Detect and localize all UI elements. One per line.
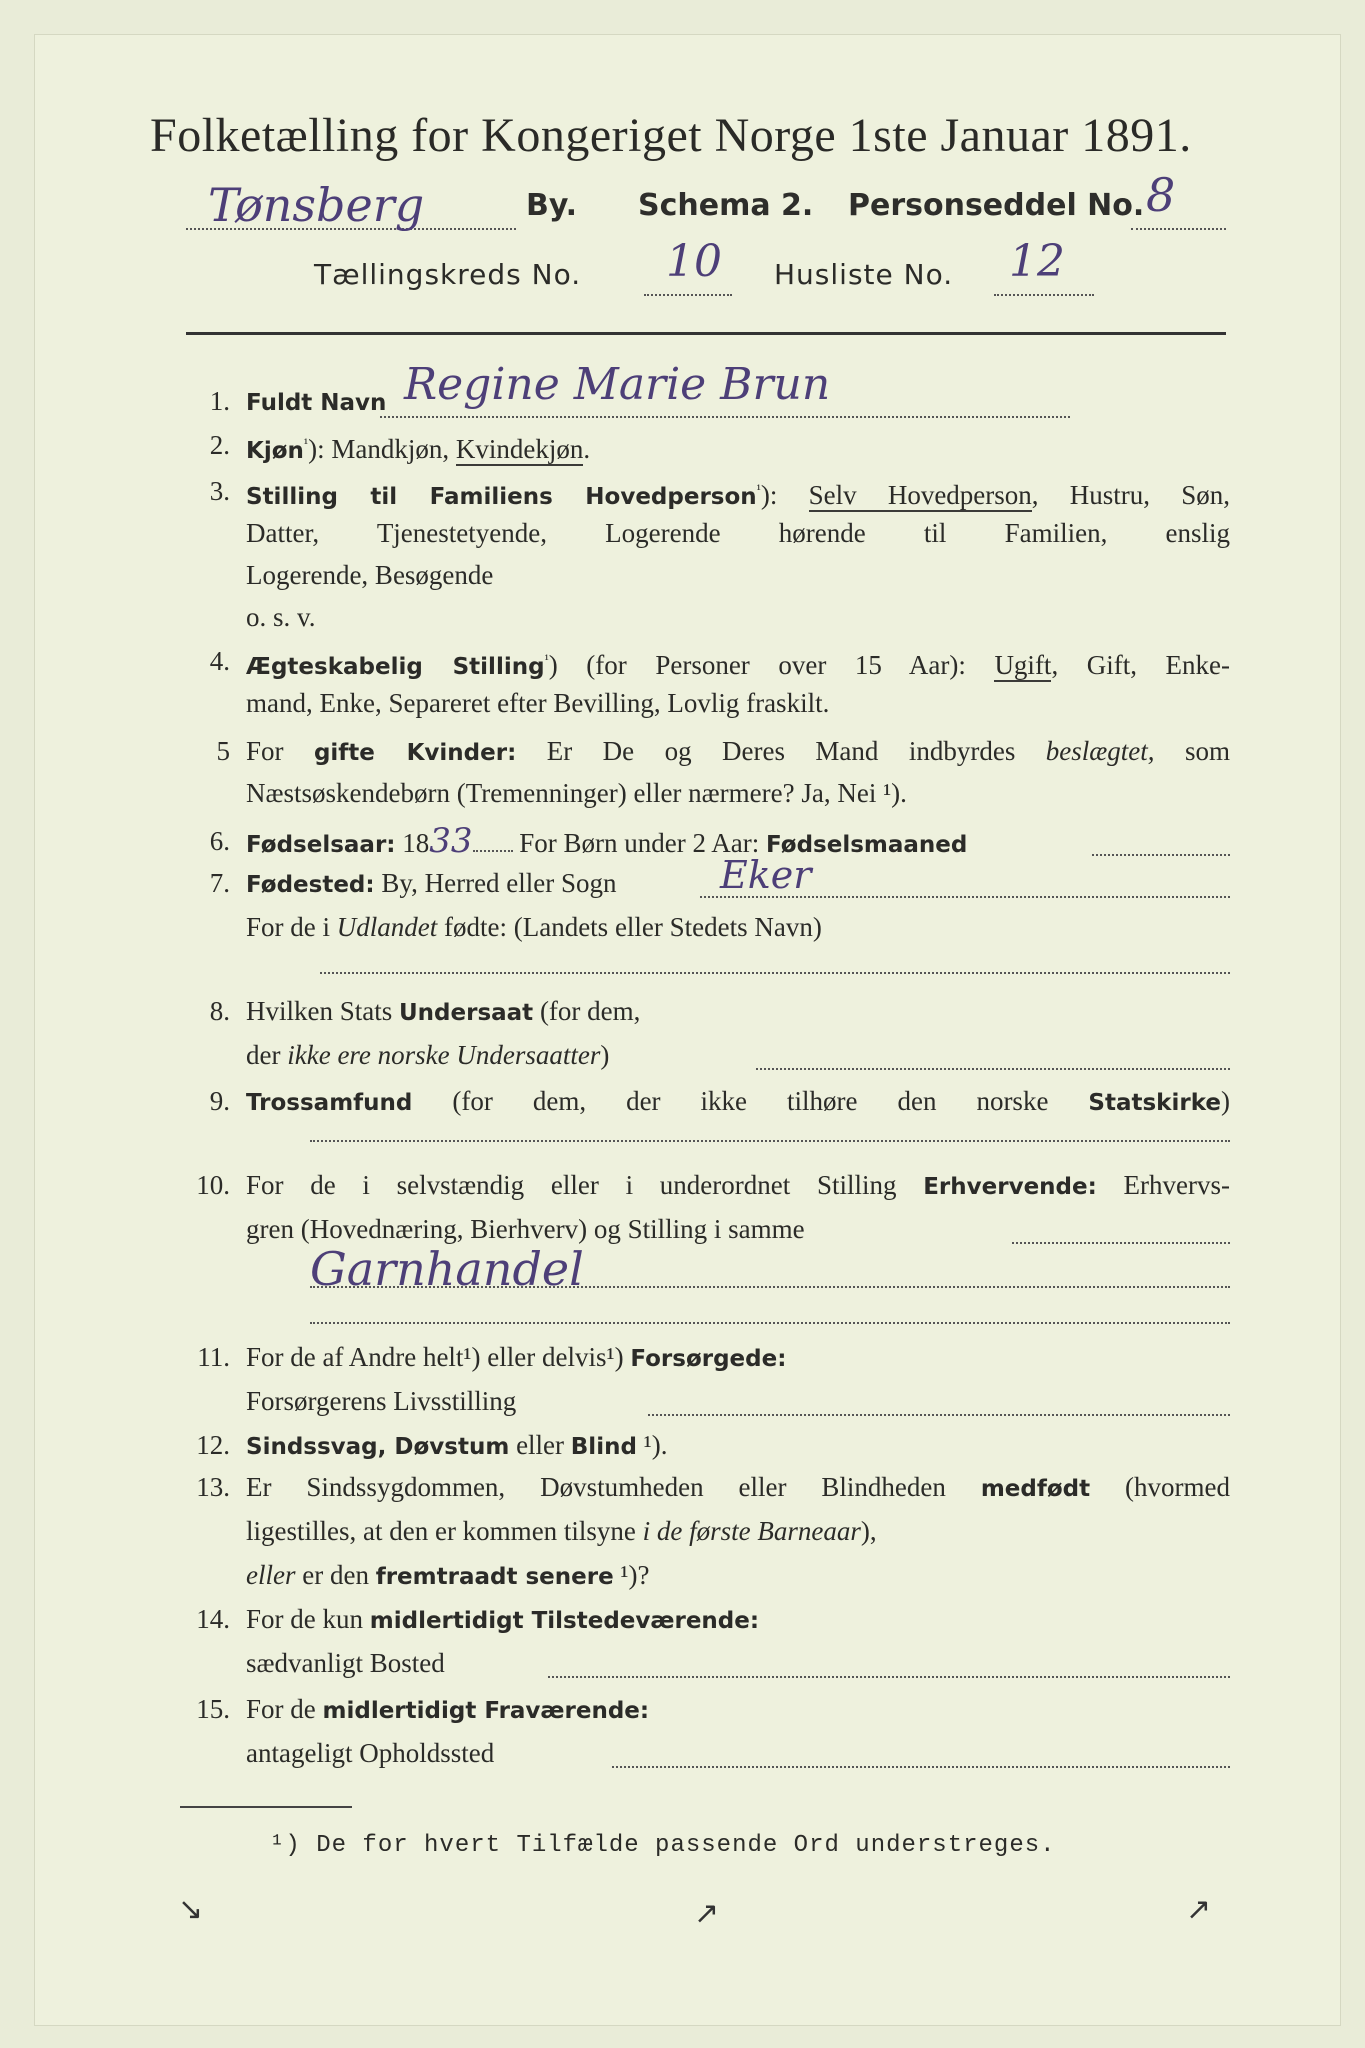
item-number: 6. xyxy=(209,826,230,856)
religion-text-b: ) xyxy=(1221,1086,1230,1116)
husliste-label: Husliste No. xyxy=(774,258,954,291)
item-number: 11. xyxy=(197,1342,230,1372)
abroad-italic: Udlandet xyxy=(336,912,438,942)
occupation-label: Erhvervende: xyxy=(923,1174,1097,1200)
item-number: 14. xyxy=(196,1604,230,1634)
household-position-label: Stilling til Familiens Hovedperson xyxy=(246,484,757,510)
item-number: 5 xyxy=(216,736,230,766)
item-11-supported xyxy=(180,1336,1230,1426)
by-label: By. xyxy=(526,188,578,223)
year-fill xyxy=(473,850,513,852)
temp-present-label: midlertidigt Tilstedeværende: xyxy=(369,1608,760,1634)
item-8-citizenship xyxy=(180,990,1230,1080)
birthplace-text-a: By, Herred eller Sogn xyxy=(374,868,617,898)
married-text-b: Er De og Deres Mand indbyrdes xyxy=(516,736,1046,766)
congenital-line2-italic: i de første Barneaar xyxy=(642,1516,861,1546)
item-number: 1. xyxy=(209,386,230,416)
citizenship-line2-b: ) xyxy=(600,1040,610,1070)
item-13-congenital xyxy=(180,1466,1230,1598)
occupation-text-a: For de i selvstændig eller i underordnet Stilling xyxy=(246,1170,924,1200)
citizenship-line2-a: der xyxy=(246,1040,288,1070)
kreds-number: 10 xyxy=(666,236,722,287)
item-number: 4. xyxy=(209,646,230,676)
household-text-a: ): xyxy=(760,480,809,510)
marital-line-2: mand, Enke, Separeret efter Bevilling, Lovlig fraskilt. xyxy=(246,688,830,718)
sex-options-text: ): Mandkjøn, xyxy=(308,434,456,464)
citizenship-text-b: (for dem, xyxy=(533,996,641,1026)
birthplace-label: Fødested: xyxy=(246,872,375,898)
usual-residence-label: sædvanligt Bosted xyxy=(246,1648,445,1678)
header-row-town xyxy=(186,168,1226,236)
married-text-a: For xyxy=(246,736,314,766)
birth-month-fill xyxy=(1092,854,1230,856)
citizenship-line2-italic: ikke ere norske Undersaatter xyxy=(287,1040,601,1070)
occupation-line-2: gren (Hovednæring, Bierhverv) og Stilling i samme xyxy=(246,1214,805,1244)
occupation-fill-1 xyxy=(1012,1242,1230,1244)
full-name-label: Fuldt Navn xyxy=(246,390,387,416)
item-15-temporary-absent xyxy=(180,1688,1230,1778)
religion-fill xyxy=(310,1140,1230,1142)
probable-stay-label: antageligt Opholdssted xyxy=(246,1738,495,1768)
citizenship-fill xyxy=(756,1068,1230,1070)
household-line-3: Logerende, Besøgende xyxy=(246,560,494,590)
item-5-married-women xyxy=(180,730,1230,820)
kreds-label: Tællingskreds No. xyxy=(314,258,582,291)
item-14-temporary-present xyxy=(180,1598,1230,1688)
household-selected-option: Selv Hovedperson xyxy=(808,480,1032,510)
marital-text-a: ) (for Personer over 15 Aar): xyxy=(548,650,995,680)
item-3-household-position xyxy=(180,470,1230,640)
full-name-value: Regine Marie Brun xyxy=(404,359,831,410)
item-number: 13. xyxy=(196,1472,230,1502)
sex-selected-option: Kvindekjøn xyxy=(455,434,584,464)
birthplace-value: Eker xyxy=(720,853,812,897)
disability-text-a: eller xyxy=(509,1430,571,1460)
item-10-occupation xyxy=(180,1164,1230,1324)
item-number: 3. xyxy=(209,476,230,506)
name-fill-line xyxy=(380,416,1070,418)
personseddel-label: Personseddel No. xyxy=(848,188,1145,223)
marital-selected-option: Ugift xyxy=(994,650,1052,680)
corner-mark-center-icon: ↗ xyxy=(694,1896,720,1931)
supported-label: Forsørgede: xyxy=(630,1346,787,1372)
abroad-fill xyxy=(320,972,1230,974)
congenital-line3-a: er den xyxy=(295,1560,376,1590)
congenital-line3-c: ¹)? xyxy=(613,1560,650,1590)
item-6-birth-year xyxy=(180,820,1230,864)
occupation-value: Garnhandel xyxy=(310,1242,584,1296)
temp-absent-label: midlertidigt Fraværende: xyxy=(322,1698,650,1724)
probable-stay-fill xyxy=(612,1766,1230,1768)
congenital-text-a: Er Sindssygdommen, Døvstumheden eller Blindheden xyxy=(246,1472,981,1502)
corner-mark-right-icon: ↗ xyxy=(1186,1892,1212,1927)
congenital-line3-italic: eller xyxy=(246,1560,296,1590)
occupation-fill-3 xyxy=(310,1322,1230,1324)
item-number: 8. xyxy=(209,996,230,1026)
item-number: 12. xyxy=(196,1430,230,1460)
married-italic: beslægtet, xyxy=(1045,736,1155,766)
item-number: 2. xyxy=(209,430,230,460)
supporter-fill xyxy=(648,1414,1230,1416)
blind-label: Blind xyxy=(570,1434,637,1460)
state-church-label: Statskirke xyxy=(1088,1090,1221,1116)
congenital-label: medfødt xyxy=(980,1476,1091,1502)
household-line-4: o. s. v. xyxy=(246,602,316,632)
married-women-label: gifte Kvinder: xyxy=(313,740,517,766)
item-1-full-name xyxy=(180,359,1230,430)
married-text-c: som xyxy=(1154,736,1230,766)
household-line-2: Datter, Tjenestetyende, Logerende hørende til Familien, enslig xyxy=(246,518,1230,548)
usual-residence-fill xyxy=(548,1676,1230,1678)
item-number: 15. xyxy=(196,1694,230,1724)
household-text-b: , Hustru, Søn, xyxy=(1031,480,1230,510)
item-4-marital-status xyxy=(180,640,1230,730)
religion-text-a: (for dem, der ikke tilhøre den norske xyxy=(412,1086,1089,1116)
married-line-2: Næstsøskendebørn (Tremenninger) eller nærmere? Ja, Nei ¹). xyxy=(246,778,907,808)
religion-label: Trossamfund xyxy=(246,1090,413,1116)
town-handwritten: Tønsberg xyxy=(208,178,425,232)
birth-month-label: Fødselsmaaned xyxy=(765,832,968,858)
footnote: ¹) De for hvert Tilfælde passende Ord understreges. xyxy=(270,1832,1056,1859)
congenital-line2-a: ligestilles, at den er kommen tilsyne xyxy=(246,1516,643,1546)
congenital-line2-b: ), xyxy=(860,1516,877,1546)
footnote-ref: ¹ xyxy=(303,437,309,452)
temp-absent-text-a: For de xyxy=(246,1694,323,1724)
disability-text-b: ¹). xyxy=(636,1430,668,1460)
personseddel-number: 8 xyxy=(1146,168,1176,222)
header-divider xyxy=(186,332,1226,335)
marital-text-b: , Gift, Enke- xyxy=(1051,650,1230,680)
congenital-text-b: (hvormed xyxy=(1090,1472,1231,1502)
header-row-kreds xyxy=(314,236,1114,304)
supporter-occupation-label: Forsørgerens Livsstilling xyxy=(246,1386,517,1416)
schema-label: Schema 2. xyxy=(638,188,814,223)
footnote-rule xyxy=(180,1806,352,1808)
item-7-birthplace xyxy=(180,853,1230,992)
item-9-religion xyxy=(180,1080,1230,1170)
footnote-ref: ¹ xyxy=(544,653,549,668)
item-number: 10. xyxy=(196,1170,230,1200)
birth-year-label: Fødselsaar: xyxy=(246,832,396,858)
temp-present-text-a: For de kun xyxy=(246,1604,370,1634)
item-number: 9. xyxy=(209,1086,230,1116)
corner-mark-left-icon: ↘ xyxy=(178,1892,204,1927)
citizenship-text-a: Hvilken Stats xyxy=(246,996,399,1026)
birth-year-prefix: 18 xyxy=(395,828,430,858)
birth-year-text-a: For Børn under 2 Aar: xyxy=(512,828,766,858)
item-2-sex xyxy=(180,424,1230,468)
later-onset-label: fremtraadt senere xyxy=(375,1564,614,1590)
supported-text-a: For de af Andre helt¹) eller delvis¹) xyxy=(246,1342,631,1372)
footnote-ref: ¹ xyxy=(756,483,761,498)
occupation-text-b: Erhvervs- xyxy=(1096,1170,1230,1200)
form-title: Folketælling for Kongeriget Norge 1ste Januar 1891. xyxy=(150,109,1192,162)
disability-label: Sindssvag, Døvstum xyxy=(246,1434,510,1460)
birth-year-value: 33 xyxy=(429,821,473,861)
husliste-number: 12 xyxy=(1009,236,1065,287)
citizenship-label: Undersaat xyxy=(399,1000,534,1026)
item-12-disability xyxy=(180,1424,1230,1468)
sex-label: Kjøn xyxy=(246,438,304,464)
abroad-text-a: For de i xyxy=(246,912,337,942)
item-number: 7. xyxy=(209,868,230,898)
abroad-text-b: fødte: (Landets eller Stedets Navn) xyxy=(437,912,822,942)
sex-end: . xyxy=(583,434,591,464)
marital-label: Ægteskabelig Stilling xyxy=(246,654,545,680)
